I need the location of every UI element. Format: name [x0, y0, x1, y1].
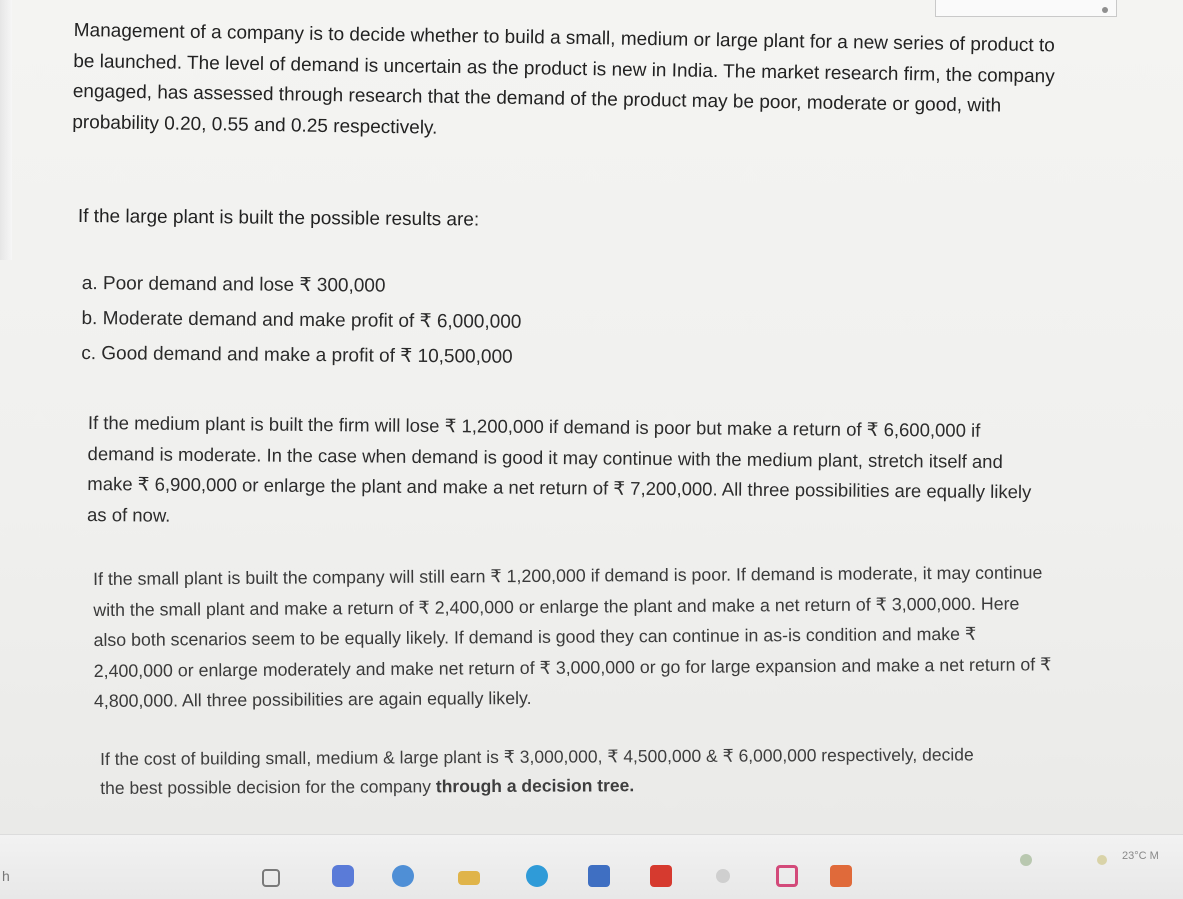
- taskbar: [0, 834, 1183, 899]
- list-item: b. Moderate demand and make profit of ₹ 6,000,000: [81, 307, 522, 333]
- list-item: c. Good demand and make a profit of ₹ 10,500,000: [81, 342, 513, 368]
- chrome-icon[interactable]: [392, 865, 414, 887]
- list-item: a. Poor demand and lose ₹ 300,000: [81, 272, 386, 297]
- cost-paragraph: [100, 740, 1000, 803]
- chat-icon[interactable]: [332, 865, 354, 887]
- medium-plant-paragraph: If the medium plant is built the firm will lose ₹ 1,200,000 if demand is poor but make a return of ₹ 6,600,000 if demand is moderate. In the case when demand is good it may continue with the medium plant, stretch itself and make ₹ 6,900,000 or enlarge the plant and make a net return of ₹ 7,200,000. All three possibilities are equally likely as of now.: [86, 411, 1032, 526]
- store-icon[interactable]: [588, 865, 610, 887]
- mail-icon[interactable]: [776, 865, 798, 887]
- scroll-dot: [1102, 7, 1108, 13]
- tray-weather-text[interactable]: 23°C M: [1122, 850, 1159, 862]
- intro-paragraph: Management of a company is to decide whether to build a small, medium or large plant for a new series of product to be launched. The level of demand is uncertain as the product is new in India. The market research firm, the company engaged, has assessed through research that the demand of the product may be poor, moderate or good, with probability 0.20, 0.55 and 0.25 respectively.: [72, 19, 1055, 139]
- folder-icon[interactable]: [458, 871, 480, 885]
- badge-app-icon[interactable]: [830, 865, 852, 887]
- top-right-box: [935, 0, 1117, 17]
- corner-letter: h: [2, 868, 10, 884]
- window-left-edge: [0, 0, 12, 260]
- cost-text: If the cost of building small, medium & large plant is ₹ 3,000,000, ₹ 4,500,000 & ₹ 6,000,000 respectively, decide the best possible decision for the company: [100, 744, 974, 798]
- large-plant-heading: If the large plant is built the possible results are:: [77, 205, 480, 231]
- large-plant-results-list: [81, 266, 782, 377]
- task-view-icon[interactable]: [262, 869, 280, 887]
- acrobat-icon[interactable]: [650, 865, 672, 887]
- small-plant-paragraph: If the small plant is built the company will still earn ₹ 1,200,000 if demand is poor. If demand is moderate, it may continue with the small plant and make a return of ₹ 2,400,000 or enlarge the plant and make a net return of ₹ 3,000,000. Here also both scenarios seem to be equally likely. If demand is good they can continue in as-is condition and make ₹ 2,400,000 or enlarge moderately and make net return of ₹ 3,000,000 or go for large expansion and make a net return of ₹ 4,800,000. All three possibilities are again equally likely.: [93, 562, 1052, 711]
- network-icon[interactable]: [1020, 854, 1032, 866]
- app-icon[interactable]: [716, 869, 730, 883]
- weather-icon[interactable]: [1097, 855, 1107, 865]
- edge-icon[interactable]: [526, 865, 548, 887]
- cost-emphasis: through a decision tree.: [435, 775, 635, 797]
